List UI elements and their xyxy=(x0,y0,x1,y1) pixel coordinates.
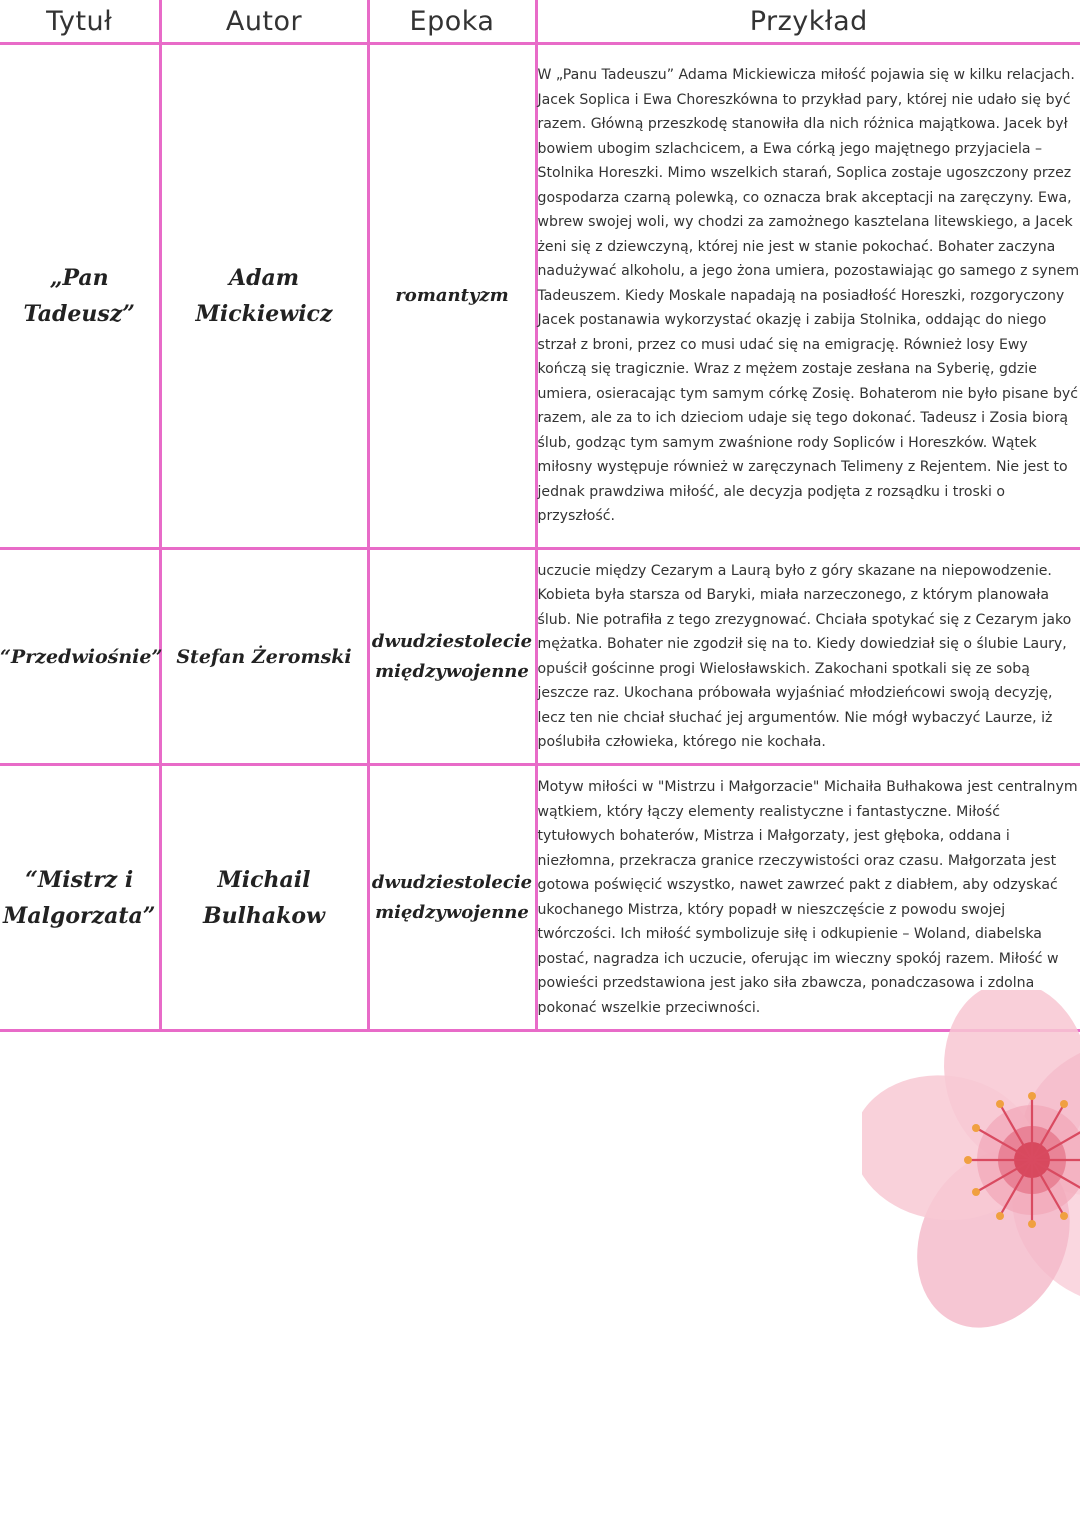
example-cell: Motyw miłości w "Mistrzu i Małgorzacie" Michaiła Bułhakowa jest centralnym wątkiem, który łączy elementy realistyczne i fantastyczne. Miłość tytułowych bohaterów, Mistrza i Małgorzaty, jest głęboka, oddana i niezłomna, przekracza granice rzeczywistości oraz czasu. Małgorzata jest gotowa poświęcić wszystko, nawet zawrzeć pakt z diabłem, aby odzyskać ukochanego Mistrza, który popadł w nieszczęście z powodu swojej twórczości. Ich miłość symbolizuje siłę i odkupienie – Woland, diabelska postać, nagradza ich uczucie, oferując im wieczny spokój razem. Miłość w powieści przedstawiona jest jako siła zbawcza, ponadczasowa i zdolna pokonać wszelkie przeciwności. xyxy=(536,765,1080,1031)
header-title: Tytuł xyxy=(0,0,160,44)
header-epoch: Epoka xyxy=(368,0,536,44)
title-cell: “Przedwiośnie” xyxy=(0,549,160,765)
epoch-cell: dwudziestolecie międzywojenne xyxy=(368,549,536,765)
title-cell: „Pan Tadeusz” xyxy=(0,44,160,549)
table-row xyxy=(0,44,1080,549)
author-cell: Adam Mickiewicz xyxy=(160,44,368,549)
epoch-cell: dwudziestolecie międzywojenne xyxy=(368,765,536,1031)
example-cell: W „Panu Tadeuszu” Adama Mickiewicza miłość pojawia się w kilku relacjach. Jacek Soplica i Ewa Choreszkówna to przykład pary, której nie udało się być razem. Główną przeszkodę stanowiła dla nich różnica majątkowa. Jacek był bowiem ubogim szlachcicem, a Ewa córką jego majętnego przyjaciela – Stolnika Horeszki. Mimo wszelkich starań, Soplica zostaje ugoszczony przez gospodarza czarną polewką, co oznacza brak akceptacji na zaręczyny. Ewa, wbrew swojej woli, wy chodzi za zamożnego kasztelana litewskiego, a Jacek żeni się z dziewczyną, której nie jest w stanie pokochać. Bohater zaczyna nadużywać alkoholu, a jego żona umiera, pozostawiając go samego z synem Tadeuszem. Kiedy Moskale napadają na posiadłość Horeszki, rozgoryczony Jacek postanawia wykorzystać okazję i zabija Stolnika, oddając do niego strzał z broni, przez co musi udać się na emigrację. Również losy Ewy kończą się tragicznie. Wraz z mężem zostaje zesłana na Syberię, gdzie umiera, osieracając tym samym córkę Zosię. Bohaterom nie było pisane być razem, ale za to ich dzieciom udaje się tego dokonać. Tadeusz i Zosia biorą ślub, godząc tym samym zwaśnione rody Sopliców i Horeszków. Wątek miłosny występuje również w zaręczynach Telimeny z Rejentem. Nie jest to jednak prawdziwa miłość, ale decyzja podjęta z rozsądku i troski o przyszłość. xyxy=(536,44,1080,549)
epoch-cell: romantyzm xyxy=(368,44,536,549)
header-example: Przykład xyxy=(536,0,1080,44)
flower-icon xyxy=(862,990,1080,1330)
example-cell: uczucie między Cezarym a Laurą było z góry skazane na niepowodzenie. Kobieta była starsza od Baryki, miała narzeczonego, z którym planowała ślub. Nie potrafiła z tego zrezygnować. Chciała spotykać się z Cezarym jako mężatka. Bohater nie zgodził się na to. Kiedy dowiedział się o ślubie Laury, opuścił gościnne progi Wielosławskich. Zakochani spotkali się ze sobą jeszcze raz. Ukochana próbowała wyjaśniać młodzieńcowi swoją decyzję, lecz ten nie chciał słuchać jej argumentów. Nie mógł wybaczyć Laurze, iż poślubiła człowieka, którego nie kochała. xyxy=(536,549,1080,765)
header-author: Autor xyxy=(160,0,368,44)
author-cell: Stefan Żeromski xyxy=(160,549,368,765)
title-cell: “Mistrz i Malgorzata” xyxy=(0,765,160,1031)
author-cell: Michail Bulhakow xyxy=(160,765,368,1031)
header-row xyxy=(0,0,1080,44)
table-row xyxy=(0,549,1080,765)
